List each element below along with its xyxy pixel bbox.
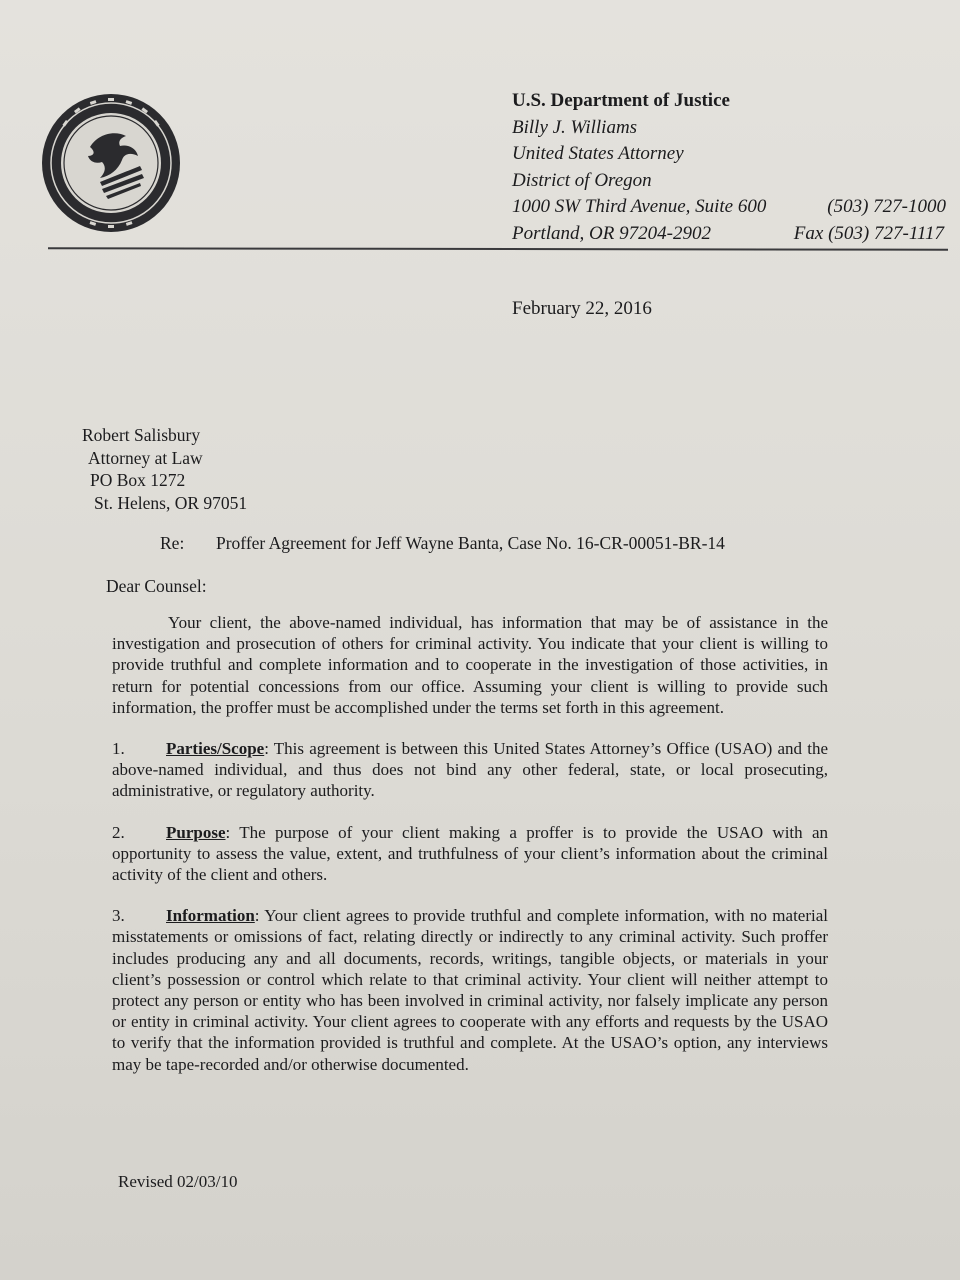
- district-name: District of Oregon: [512, 169, 652, 191]
- recipient-address: [82, 424, 247, 514]
- fax-number: Fax (503) 727-1117: [793, 222, 944, 244]
- intro-paragraph: Your client, the above-named individual, has information that may be of assistance in the investigation and prosecution of others for criminal activity. You indicate that your client is willing to provide truthful and complete information and to cooperate in the investigation of those activities, in return for potential concessions from our office. Assuming your client is willing to provide such information, the proffer must be accomplished under the terms set forth in this agreement.: [112, 613, 828, 717]
- phone-number: (503) 727-1000: [827, 196, 946, 217]
- section-3-heading: Information: [166, 906, 255, 926]
- section-1-text: : This agreement is between this United States Attorney’s Office (USAO) and the above-named individual, and thus does not bind any other federal, state, or local prosecuting, administrative, or regulatory authority.: [112, 739, 828, 801]
- section-2-heading: Purpose: [166, 822, 226, 842]
- re-subject: Proffer Agreement for Jeff Wayne Banta, Case No. 16-CR-00051-BR-14: [216, 533, 725, 553]
- department-name: U.S. Department of Justice: [512, 90, 730, 111]
- letterhead: [512, 88, 952, 247]
- section-1: [112, 738, 828, 802]
- address-line-2-row: [512, 221, 952, 248]
- section-3-number: 3.: [112, 906, 125, 926]
- doj-seal-logo: [40, 92, 182, 234]
- section-3: [112, 905, 828, 1075]
- attorney-name: Billy J. Williams: [512, 116, 638, 138]
- recipient-name: Robert Salisbury: [82, 425, 201, 445]
- recipient-title: Attorney at Law: [88, 447, 203, 468]
- section-3-text: : Your client agrees to provide truthful and complete information, with no material misstatements or omissions of fact, relating directly or indirectly to any criminal activity. Such proffer includes producing any and all documents, records, writings, tangible objects, or materials in your client’s possession or control which relate to that criminal activity. Your client will neither attempt to protect any person or entity who has been involved in criminal activity, nor falsely implicate any person or entity in criminal activity. Your client agrees to cooperate with any efforts and requests by the USAO to verify that the information provided is truthful and complete. At the USAO’s option, any interviews may be tape-recorded and/or otherwise documented.: [112, 906, 828, 1074]
- section-1-heading: Parties/Scope: [166, 739, 265, 759]
- re-line: [160, 533, 725, 554]
- recipient-address-2: St. Helens, OR 97051: [94, 492, 248, 513]
- salutation: Dear Counsel:: [106, 576, 207, 596]
- address-line-2: Portland, OR 97204-2902: [512, 222, 711, 244]
- section-2-number: 2.: [112, 822, 125, 842]
- letterhead-divider: [48, 247, 948, 251]
- section-2-text: : The purpose of your client making a proffer is to provide the USAO with an opportunity to assess the value, extent, and truthfulness of your client’s information about the criminal activity of the client and others.: [112, 822, 828, 885]
- revised-footer: Revised 02/03/10: [118, 1172, 238, 1191]
- address-line-1-row: [512, 194, 952, 221]
- re-label: Re:: [160, 533, 185, 553]
- section-2: [112, 822, 828, 886]
- section-1-number: 1.: [112, 739, 125, 759]
- letter-date: February 22, 2016: [512, 298, 652, 319]
- letter-body: [112, 612, 828, 1095]
- recipient-address-1: PO Box 1272: [90, 470, 186, 490]
- attorney-title: United States Attorney: [512, 143, 684, 164]
- address-line-1: 1000 SW Third Avenue, Suite 600: [512, 196, 767, 217]
